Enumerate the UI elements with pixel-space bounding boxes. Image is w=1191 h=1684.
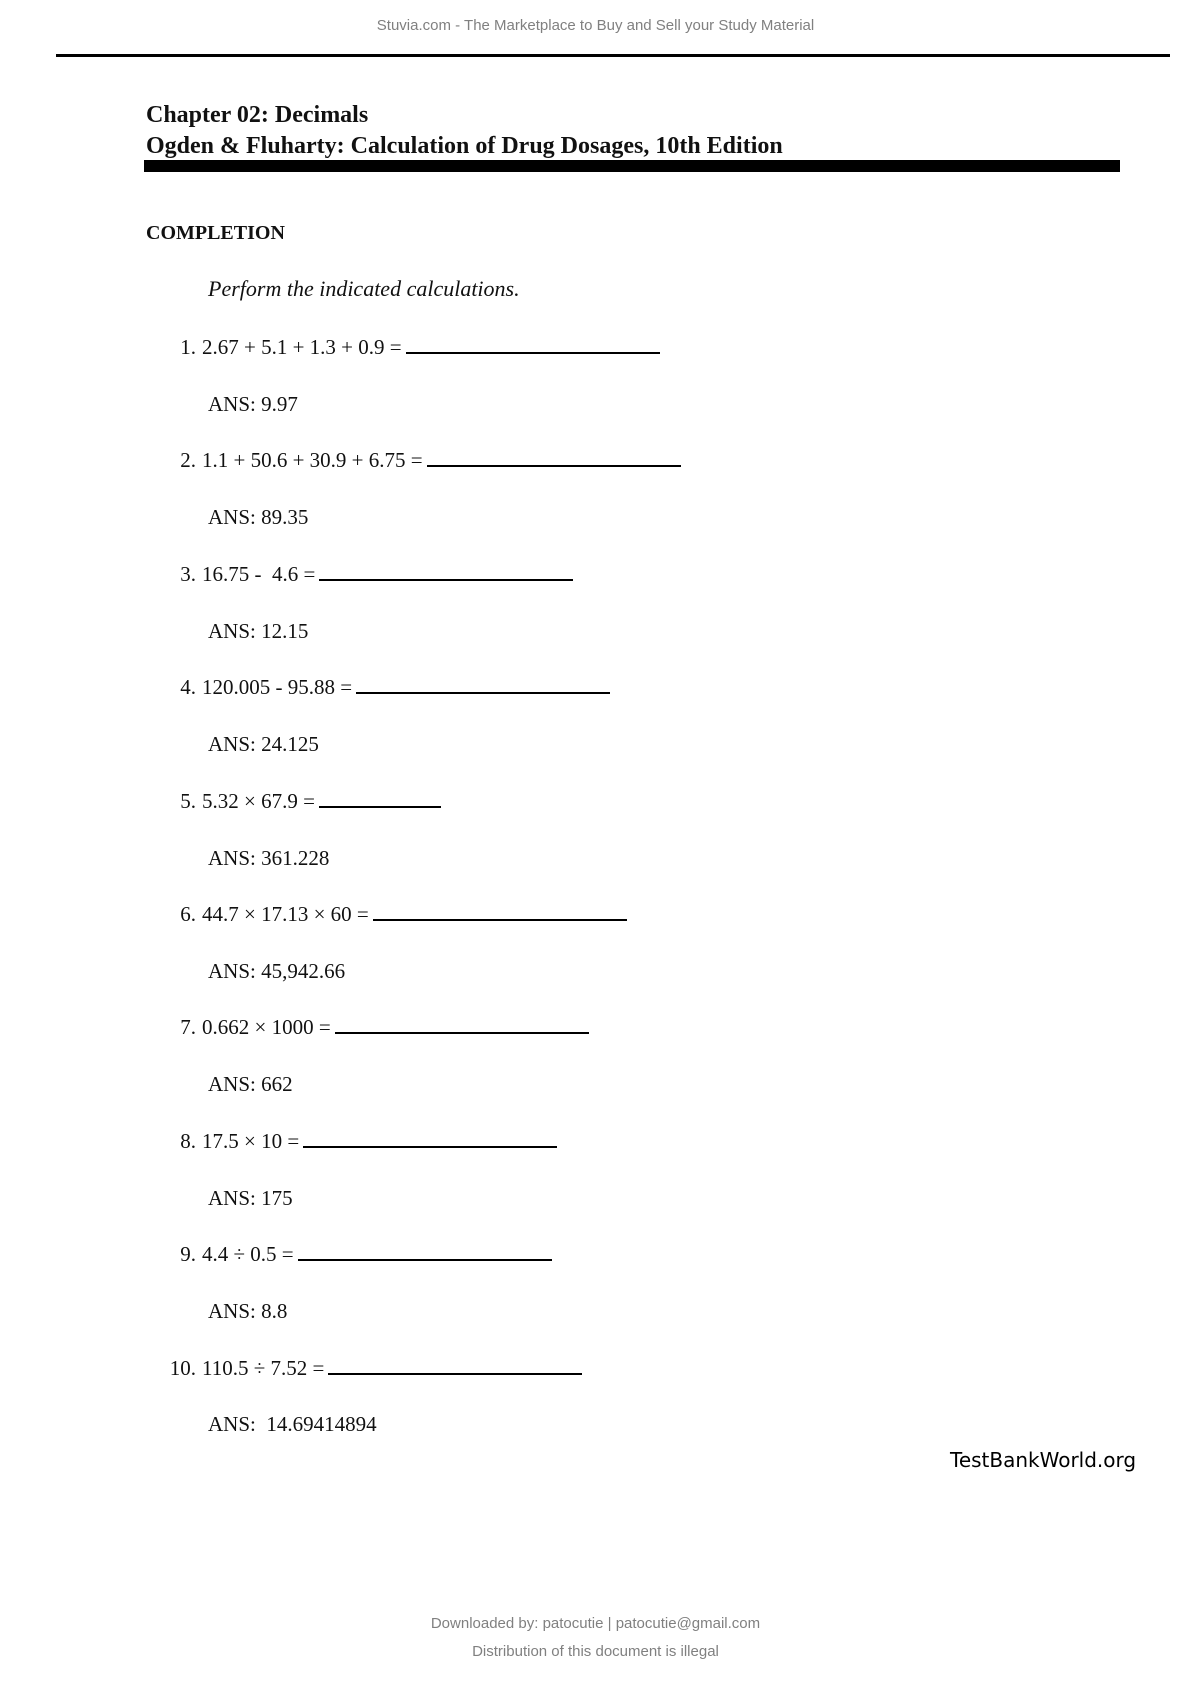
question-number: 1. [180, 335, 196, 359]
answer-text: ANS: 361.228 [208, 846, 330, 870]
top-rule [56, 54, 1170, 57]
prompt-text: 120.005 - 95.88 = [202, 675, 353, 699]
question-number: 3. [180, 562, 196, 586]
prompt-text: 5.32 × 67.9 = [202, 789, 315, 813]
answer-blank [373, 903, 627, 921]
section-heading: COMPLETION [146, 222, 285, 244]
brand-mark: TestBankWorld.org [950, 1448, 1137, 1472]
answer-blank [319, 563, 573, 581]
question-number: 8. [180, 1129, 196, 1153]
question-prompt [202, 900, 627, 928]
answer-text: ANS: 662 [208, 1072, 293, 1096]
question-prompt [202, 673, 610, 701]
banner: Stuvia.com - The Marketplace to Buy and Sell your Study Material [376, 17, 815, 34]
prompt-text: 17.5 × 10 = [202, 1129, 300, 1153]
answer-text: ANS: 45,942.66 [208, 959, 346, 983]
answer-blank [427, 449, 681, 467]
question-number: 10. [169, 1356, 196, 1380]
answer-blank [303, 1130, 557, 1148]
answer-text: ANS: 8.8 [208, 1299, 288, 1323]
prompt-text: 16.75 - 4.6 = [202, 562, 316, 586]
answer-text: ANS: 12.15 [208, 619, 309, 643]
prompt-text: 110.5 ÷ 7.52 = [202, 1356, 325, 1380]
answer-blank [319, 790, 441, 808]
question-number: 6. [180, 902, 196, 926]
prompt-text: 4.4 ÷ 0.5 = [202, 1242, 294, 1266]
chapter-title: Chapter 02: Decimals [146, 102, 369, 128]
prompt-text: 1.1 + 50.6 + 30.9 + 6.75 = [202, 448, 423, 472]
footer-downloaded: Downloaded by: patocutie | patocutie@gmail.com [430, 1615, 761, 1632]
answer-blank [298, 1243, 552, 1261]
answer-blank [406, 336, 660, 354]
prompt-text: 44.7 × 17.13 × 60 = [202, 902, 369, 926]
question-number: 4. [180, 675, 196, 699]
question-prompt [202, 1013, 589, 1041]
prompt-text: 2.67 + 5.1 + 1.3 + 0.9 = [202, 335, 402, 359]
question-prompt [202, 1240, 552, 1268]
prompt-text: 0.662 × 1000 = [202, 1015, 331, 1039]
question-prompt [202, 1354, 582, 1382]
title-bar [144, 160, 1120, 172]
answer-text: ANS: 89.35 [208, 505, 309, 529]
question-prompt [202, 446, 681, 474]
footer-distribution: Distribution of this document is illegal [472, 1643, 719, 1660]
answer-blank [328, 1357, 582, 1375]
question-prompt [202, 1127, 557, 1155]
answer-text: ANS: 14.69414894 [208, 1412, 377, 1436]
question-number: 5. [180, 789, 196, 813]
instructions: Perform the indicated calculations. [208, 276, 520, 301]
question-number: 9. [180, 1242, 196, 1266]
question-prompt [202, 333, 660, 361]
question-prompt [202, 787, 441, 815]
answer-text: ANS: 24.125 [208, 732, 319, 756]
answer-blank [356, 676, 610, 694]
book-title: Ogden & Fluharty: Calculation of Drug Dosages, 10th Edition [146, 133, 783, 159]
question-number: 7. [180, 1015, 196, 1039]
answer-text: ANS: 9.97 [208, 392, 298, 416]
answer-text: ANS: 175 [208, 1186, 293, 1210]
question-prompt [202, 560, 573, 588]
question-number: 2. [180, 448, 196, 472]
answer-blank [335, 1016, 589, 1034]
